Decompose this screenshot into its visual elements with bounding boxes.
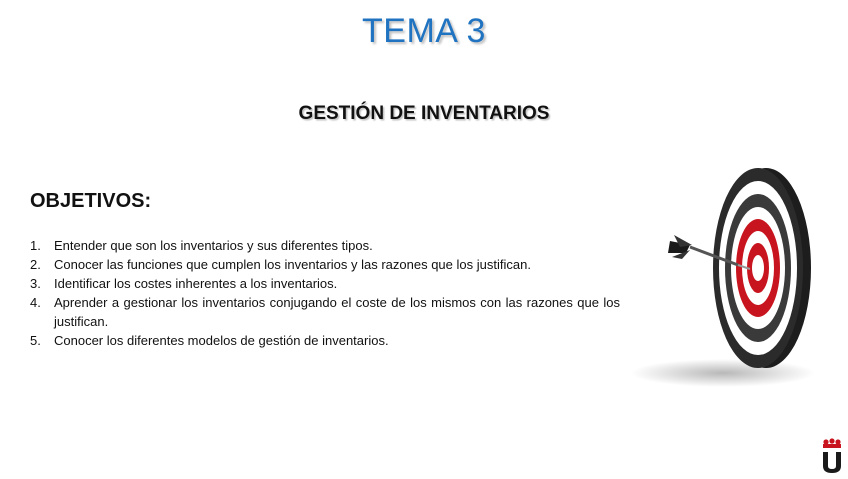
objective-number: 1. bbox=[30, 238, 41, 253]
slide-subtitle: GESTIÓN DE INVENTARIOS bbox=[298, 103, 550, 124]
objective-text: Identificar los costes inherentes a los inventarios. bbox=[54, 276, 338, 291]
objective-text: Conocer los diferentes modelos de gestión de inventarios. bbox=[54, 333, 389, 348]
objective-text: Aprender a gestionar los inventarios conjugando el coste de los mismos con las razones que los justifican. bbox=[54, 295, 620, 329]
objectives-list bbox=[30, 236, 620, 350]
dartboard-target-icon bbox=[628, 165, 828, 390]
objective-item bbox=[30, 236, 620, 255]
objective-item bbox=[30, 274, 620, 293]
objective-item bbox=[30, 331, 620, 350]
objective-number: 2. bbox=[30, 257, 41, 272]
university-logo bbox=[820, 438, 844, 474]
slide-title: TEMA 3 bbox=[362, 12, 486, 50]
objective-text: Conocer las funciones que cumplen los inventarios y las razones que los justifican. bbox=[54, 257, 531, 272]
objective-number: 3. bbox=[30, 276, 41, 291]
objective-number: 4. bbox=[30, 295, 41, 310]
objective-text: Entender que son los inventarios y sus diferentes tipos. bbox=[54, 238, 373, 253]
objective-item bbox=[30, 255, 620, 274]
objective-number: 5. bbox=[30, 333, 41, 348]
objectives-heading: OBJETIVOS: bbox=[30, 190, 152, 212]
objective-item bbox=[30, 293, 620, 331]
